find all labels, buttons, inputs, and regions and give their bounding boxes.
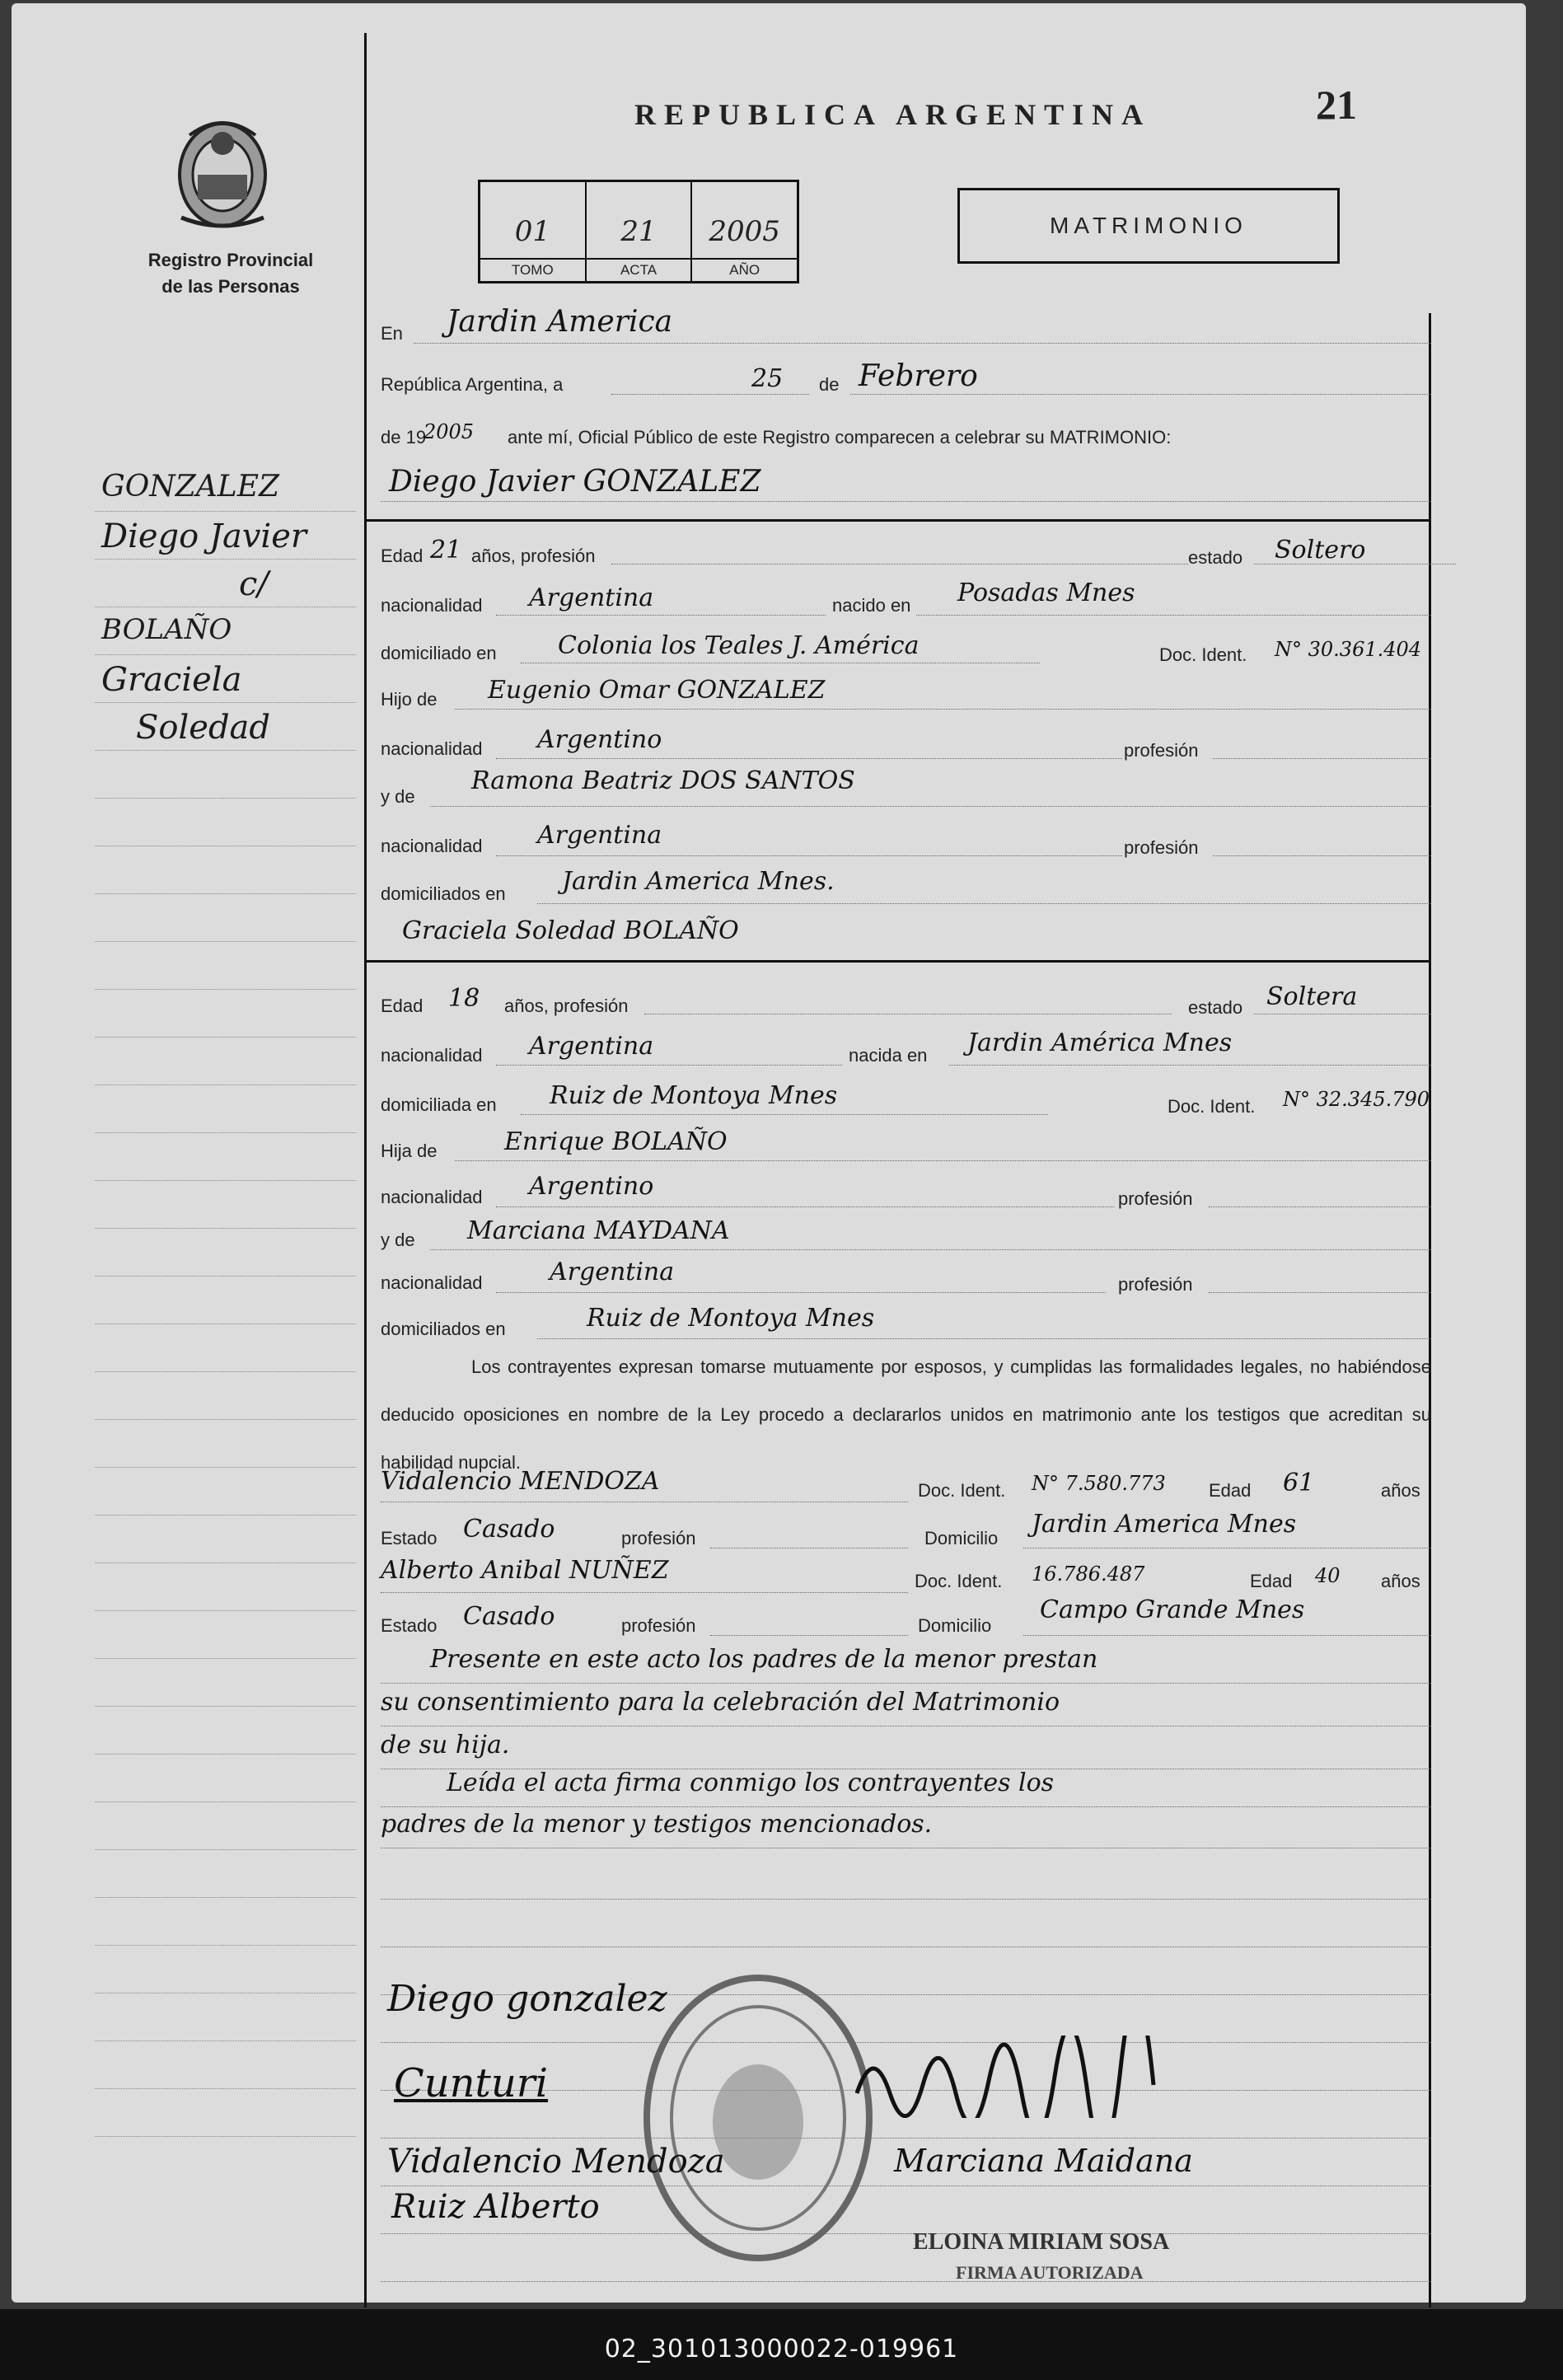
groom-nacido-label: nacido en (832, 595, 911, 616)
bride-edad-label: Edad (381, 996, 424, 1016)
row-bride-mother (381, 1218, 1431, 1254)
bride-father-prof-label: profesión (1118, 1188, 1193, 1209)
official-stamp-name: ELOINA MIRIAM SOSA (913, 2229, 1170, 2255)
groom-parents-dom: Jardin America Mnes. (562, 867, 835, 896)
bride-parents-dom: Ruiz de Montoya Mnes (587, 1304, 875, 1333)
page-number: 21 (1316, 82, 1357, 128)
note-line-4: Leída el acta firma conmigo los contrayentes los (447, 1769, 1055, 1797)
row-date (381, 359, 1431, 399)
witness1-edad-label: Edad (1209, 1480, 1252, 1501)
witness1-estado: Casado (463, 1515, 555, 1544)
witness1-dom-label: Domicilio (924, 1528, 999, 1548)
witness2-dom: Campo Grande Mnes (1040, 1595, 1305, 1624)
bride-father: Enrique BOLAÑO (504, 1127, 728, 1156)
signature-bride: Cunturi (394, 2060, 549, 2106)
witness1-dom: Jardin America Mnes (1032, 1510, 1297, 1539)
year-value: 2005 (424, 420, 475, 443)
day-value: 25 (751, 364, 784, 393)
groom-mother-nac: Argentina (537, 821, 662, 850)
row-witness1-estado (381, 1510, 1431, 1551)
bride-name: Graciela Soledad BOLAÑO (402, 916, 739, 945)
month-value: Febrero (859, 359, 978, 393)
acta-label: ACTA (587, 258, 691, 281)
witness1-name: Vidalencio MENDOZA (381, 1467, 660, 1496)
bride-nacida: Jardin América Mnes (967, 1028, 1233, 1057)
bride-prof-label: años, profesión (504, 996, 629, 1016)
bride-estado: Soltera (1266, 982, 1358, 1011)
signature-official (849, 2036, 1195, 2129)
bride-mother-prof-label: profesión (1118, 1274, 1193, 1295)
groom-mother-nac-label: nacionalidad (381, 836, 483, 856)
groom-dom: Colonia los Teales J. América (558, 631, 920, 660)
witness1-anos-label: años (1381, 1480, 1420, 1501)
acta-value: 21 (620, 215, 657, 248)
row-bride-nac (381, 1028, 1431, 1070)
bride-estado-label: estado (1188, 997, 1243, 1018)
row-blank-1 (381, 1864, 1431, 1900)
row-groom-name (381, 465, 1431, 501)
registry-line-2: de las Personas (161, 276, 300, 297)
acta-cell (587, 182, 693, 281)
act-id-box (478, 180, 799, 283)
row-bride-mother-nac (381, 1258, 1431, 1297)
note-line-1: Presente en este acto los padres de la menor prestan (430, 1645, 1098, 1674)
margin-with: c/ (239, 565, 269, 603)
groom-dom-label: domiciliado en (381, 643, 497, 663)
row-note-5 (381, 1810, 1431, 1849)
bride-doc: N° 32.345.790 (1283, 1088, 1430, 1111)
witness2-name: Alberto Anibal NUÑEZ (381, 1556, 669, 1585)
margin-surname-groom: GONZALEZ (101, 470, 279, 504)
signature-witness-2: Ruiz Alberto (391, 2188, 600, 2226)
margin-name-bride-2: Soledad (136, 709, 271, 747)
row-bride-parents-dom (381, 1304, 1431, 1343)
signature-groom: Diego gonzalez (387, 1978, 667, 2020)
note-line-2: su consentimiento para la celebración del Matrimonio (381, 1688, 1060, 1717)
margin-column (87, 461, 363, 2192)
bride-dom-label: domiciliada en (381, 1094, 497, 1115)
row-witness2-name (381, 1558, 1431, 1594)
tomo-value: 01 (514, 215, 550, 248)
groom-doc-label: Doc. Ident. (1159, 644, 1247, 665)
ano-label: AÑO (692, 258, 797, 281)
bride-nac-label: nacionalidad (381, 1045, 483, 1066)
witness2-doc-label: Doc. Ident. (915, 1571, 1003, 1591)
declaration-text: Los contrayentes expresan tomarse mutuamente por esposos, y cumplidas las formalidades legales, no habiéndose deducido oposiciones en nombre de la Ley procedo a declararlos unidos en matrimonio ante los testigos que acreditan su habilidad nupcial. (381, 1356, 1431, 1473)
row-witness1-name (381, 1467, 1431, 1503)
left-margin-rule (364, 33, 367, 2307)
groom-estado-label: estado (1188, 547, 1243, 568)
row-groom-dom (381, 631, 1431, 668)
bride-nac: Argentina (529, 1032, 654, 1061)
file-name: 02_301013000022-019961 (604, 2335, 959, 2364)
official-stamp-title: FIRMA AUTORIZADA (956, 2262, 1144, 2283)
coat-of-arms-icon (165, 110, 280, 234)
signature-mother: Marciana Maidana (894, 2143, 1193, 2179)
groom-yde-label: y de (381, 786, 415, 807)
groom-doc: N° 30.361.404 (1275, 638, 1422, 661)
groom-father-nac: Argentino (537, 725, 662, 754)
bride-doc-label: Doc. Ident. (1168, 1096, 1256, 1117)
witness2-estado: Casado (463, 1602, 555, 1631)
witness2-estado-label: Estado (381, 1615, 438, 1636)
country-title: REPUBLICA ARGENTINA (634, 98, 1152, 131)
registry-line-1: Registro Provincial (147, 250, 314, 270)
note-line-5: padres de la menor y testigos mencionados. (381, 1810, 933, 1839)
row-witness2-estado (381, 1595, 1431, 1638)
groom-nacido: Posadas Mnes (957, 579, 1135, 607)
margin-surname-bride: BOLAÑO (101, 613, 232, 646)
groom-name: Diego Javier GONZALEZ (389, 465, 761, 499)
row-bride-name (381, 916, 1431, 953)
tomo-label: TOMO (480, 258, 585, 281)
witness2-prof-label: profesión (621, 1615, 696, 1636)
row-groom-father-nac (381, 727, 1431, 763)
bride-mother: Marciana MAYDANA (467, 1216, 730, 1245)
bride-nacida-label: nacida en (849, 1045, 928, 1066)
witness1-doc-label: Doc. Ident. (918, 1480, 1006, 1501)
witness1-age: 61 (1283, 1469, 1315, 1497)
ano-cell (692, 182, 797, 281)
row-place (381, 305, 1431, 348)
row-bride-father (381, 1129, 1431, 1165)
intro-text: ante mí, Oficial Público de este Registro comparecen a celebrar su MATRIMONIO: (508, 427, 1172, 447)
groom-edad-label: Edad (381, 546, 424, 566)
bride-mother-nac: Argentina (550, 1258, 675, 1286)
witness2-anos-label: años (1381, 1571, 1420, 1591)
groom-prof-label: años, profesión (471, 546, 596, 566)
row-note-2 (381, 1688, 1431, 1727)
row-groom-parents-dom (381, 867, 1431, 908)
row-note-1 (381, 1645, 1431, 1684)
row-groom-nac (381, 579, 1431, 620)
row-bride-dom (381, 1083, 1431, 1119)
groom-divider (364, 519, 1431, 522)
groom-domiciliados-label: domiciliados en (381, 883, 506, 904)
row-year (381, 415, 1431, 452)
groom-age: 21 (430, 536, 462, 565)
de-label: de (819, 374, 840, 395)
witness1-doc: N° 7.580.773 (1032, 1472, 1166, 1495)
en-label: En (381, 323, 403, 344)
row-note-3 (381, 1731, 1431, 1770)
margin-name-bride: Graciela (101, 661, 242, 699)
bride-hija-label: Hija de (381, 1141, 438, 1161)
bride-age: 18 (448, 984, 480, 1013)
bride-divider (364, 960, 1431, 963)
row-groom-age (381, 534, 1431, 570)
bride-father-nac-label: nacionalidad (381, 1187, 483, 1207)
groom-mother-prof-label: profesión (1124, 837, 1199, 858)
row-blank-2 (381, 1912, 1431, 1948)
row-groom-mother (381, 766, 1431, 811)
official-seal-icon (634, 1970, 882, 2266)
groom-nac-label: nacionalidad (381, 595, 483, 616)
groom-hijo-label: Hijo de (381, 689, 438, 710)
groom-father-prof-label: profesión (1124, 740, 1199, 761)
witness2-dom-label: Domicilio (918, 1615, 992, 1636)
groom-mother: Ramona Beatriz DOS SANTOS (471, 766, 855, 795)
registry-name (124, 247, 338, 300)
ano-value: 2005 (709, 215, 780, 248)
margin-name-groom: Diego Javier (101, 518, 307, 555)
bride-yde-label: y de (381, 1230, 415, 1250)
signature-witness-1: Vidalencio Mendoza (387, 2143, 725, 2181)
republica-label: República Argentina, a (381, 374, 564, 395)
witness1-estado-label: Estado (381, 1528, 438, 1548)
bride-mother-nac-label: nacionalidad (381, 1272, 483, 1293)
groom-estado: Soltero (1275, 536, 1366, 565)
year-prefix: de 19 (381, 427, 427, 447)
witness2-edad-label: Edad (1250, 1571, 1293, 1591)
row-groom-father (381, 677, 1431, 714)
place-value: Jardin America (447, 305, 673, 339)
row-bride-father-nac (381, 1172, 1431, 1211)
act-type-box: MATRIMONIO (957, 188, 1340, 264)
bride-dom: Ruiz de Montoya Mnes (550, 1081, 838, 1110)
bride-father-nac: Argentino (529, 1172, 654, 1201)
row-groom-mother-nac (381, 821, 1431, 860)
groom-father-nac-label: nacionalidad (381, 738, 483, 759)
row-bride-age (381, 984, 1431, 1020)
signature-official-scribble-icon (849, 2036, 1195, 2118)
groom-father: Eugenio Omar GONZALEZ (488, 676, 826, 705)
witness2-age: 40 (1315, 1564, 1341, 1587)
witness1-prof-label: profesión (621, 1528, 696, 1548)
groom-nac: Argentina (529, 583, 654, 612)
row-blank-9 (381, 2246, 1431, 2283)
witness2-doc: 16.786.487 (1032, 1562, 1145, 1586)
row-note-4 (381, 1769, 1431, 1808)
tomo-cell (480, 182, 587, 281)
bride-domiciliados-label: domiciliados en (381, 1319, 506, 1339)
note-line-3: de su hija. (381, 1731, 510, 1759)
